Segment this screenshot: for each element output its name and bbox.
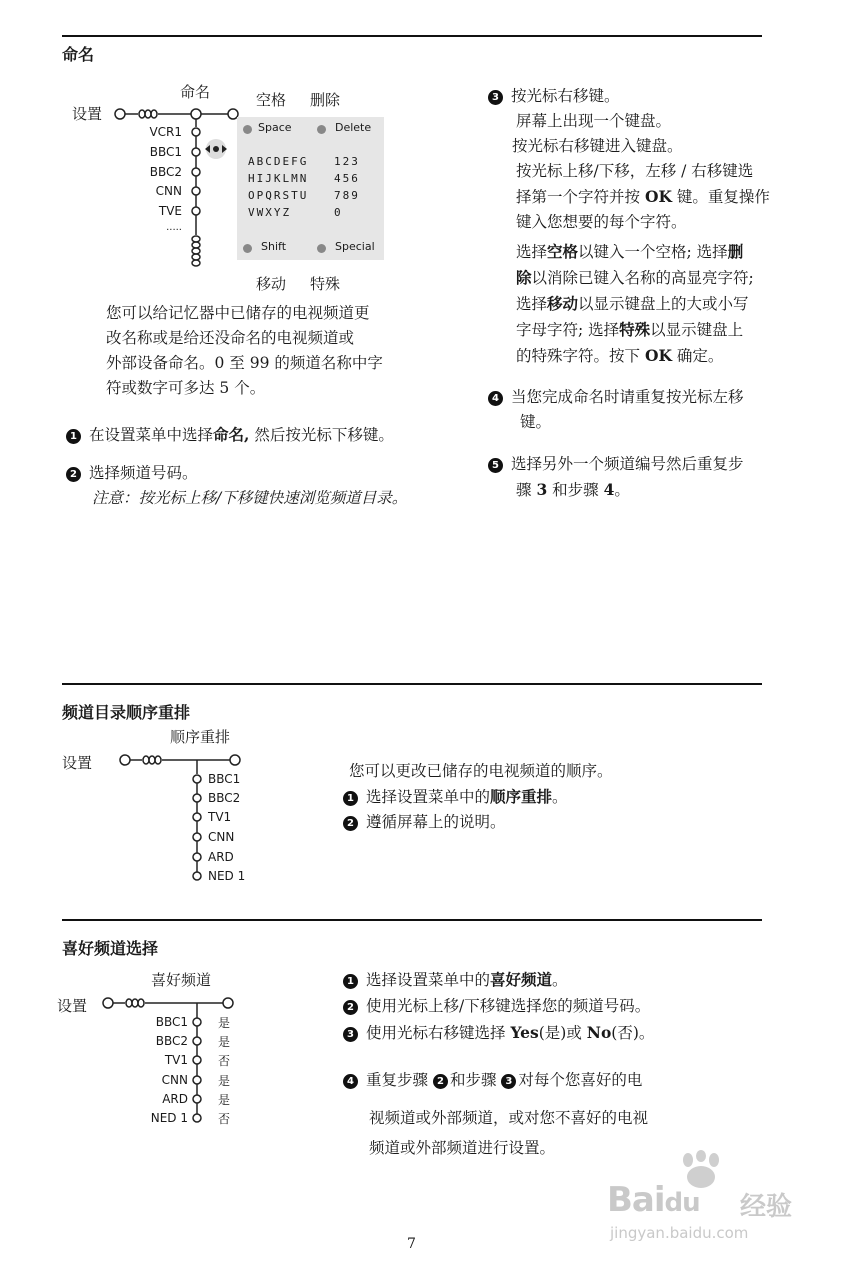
- step-text: 。: [552, 788, 568, 806]
- watermark-brand: Bai: [607, 1180, 665, 1220]
- step-number-3-icon: 3: [488, 90, 503, 105]
- kb-row-digits: 456: [334, 172, 360, 185]
- step-text: (否)。: [611, 1024, 655, 1042]
- channel-label: VCR1: [149, 125, 182, 139]
- naming-header-label: 命名: [180, 83, 211, 101]
- step-bold: 移动: [547, 294, 579, 313]
- naming-step-3: [488, 84, 808, 369]
- step-bold: 特殊: [619, 320, 651, 339]
- favorite-value: 否: [218, 1054, 231, 1068]
- step-text: 选择频道号码。: [89, 464, 198, 482]
- step-text: 骤: [516, 481, 537, 499]
- step-number-5-icon: 5: [488, 458, 503, 473]
- step-text: 以显示键盘上: [650, 321, 744, 339]
- channel-label: ARD: [208, 850, 234, 864]
- step-text: 和步骤: [449, 1071, 502, 1089]
- move-label: 移动: [256, 275, 287, 293]
- step-text: 使用光标上移/下移键选择您的频道号码。: [366, 997, 651, 1015]
- ok-key-text: OK: [644, 187, 672, 206]
- special-label: 特殊: [310, 275, 341, 293]
- favorite-menu-label: 设置: [57, 997, 88, 1015]
- step-text: 屏幕上出现一个键盘。: [516, 112, 672, 130]
- kb-row-digits: 123: [334, 155, 360, 168]
- step-bold: 3: [536, 480, 548, 499]
- step-text: 选择设置菜单中的: [366, 788, 491, 806]
- step-bold: 除: [516, 268, 532, 287]
- step-text: 键。重复操作: [671, 188, 770, 206]
- channel-label: BBC2: [155, 1034, 188, 1048]
- step-text: 以键入一个空格; 选择: [578, 243, 728, 261]
- favorite-value: 是: [218, 1093, 231, 1107]
- step-text: 的特殊字符。按下: [516, 347, 645, 365]
- step-text: 在设置菜单中选择: [89, 426, 214, 444]
- step-text: 。: [614, 481, 630, 499]
- favorite-value: 是: [218, 1016, 231, 1030]
- step-bold: 喜好频道: [490, 970, 553, 989]
- channel-label: TV1: [208, 810, 232, 824]
- step-ref-2-icon: 2: [433, 1074, 448, 1089]
- section-title-reorder: 频道目录顺序重排: [62, 703, 191, 722]
- kb-row-letters: HIJKLMN: [248, 172, 309, 185]
- naming-step-4: [488, 385, 808, 435]
- step-text: 以消除已键入名称的高显亮字符;: [531, 269, 754, 287]
- reorder-step-2: [343, 810, 743, 835]
- reorder-step-1: [343, 784, 743, 810]
- channel-label: BBC2: [149, 165, 182, 179]
- kb-row-letters: VWXYZ: [248, 206, 292, 219]
- step-number-2-icon: 2: [343, 1000, 358, 1015]
- channel-label: CNN: [161, 1073, 188, 1087]
- intro-line: 符或数字可多达 5 个。: [106, 379, 266, 397]
- channel-label: TVE: [158, 204, 182, 218]
- naming-menu-label: 设置: [72, 105, 103, 123]
- watermark-cn: 经验: [740, 1192, 793, 1222]
- favorite-step-4: [343, 1065, 763, 1163]
- step-text: 然后按光标下移键。: [249, 426, 394, 444]
- naming-step-5: [488, 452, 808, 503]
- step-text: 选择: [516, 295, 548, 313]
- yes-text: Yes: [510, 1023, 539, 1042]
- channel-label: BBC1: [208, 772, 241, 786]
- step-text: 键。: [520, 413, 552, 431]
- delete-label: 删除: [310, 91, 341, 109]
- channel-label: TV1: [164, 1053, 188, 1067]
- step-text: 遵循屏幕上的说明。: [366, 813, 506, 831]
- step-text: 按光标上移/下移，左移 / 右移键选: [516, 162, 754, 180]
- reorder-header-label: 顺序重排: [170, 728, 231, 746]
- step-text: 。: [552, 971, 568, 989]
- channel-label: NED 1: [208, 869, 246, 883]
- channel-label: BBC1: [149, 145, 182, 159]
- intro-line: 改名称或是给还没命名的电视频道或: [106, 329, 355, 347]
- step-text: 键入您想要的每个字符。: [516, 213, 687, 231]
- step-ref-3-icon: 3: [501, 1074, 516, 1089]
- section-title-favorite: 喜好频道选择: [62, 939, 159, 958]
- kb-space-key: Space: [258, 121, 292, 134]
- reorder-intro: 您可以更改已储存的电视频道的顺序。: [349, 762, 613, 780]
- step-number-1-icon: 1: [66, 429, 81, 444]
- channel-label: BBC1: [155, 1015, 188, 1029]
- step-number-2-icon: 2: [343, 816, 358, 831]
- step-text: 字母字符; 选择: [516, 321, 620, 339]
- space-label: 空格: [256, 91, 287, 109]
- step-bold: 顺序重排: [490, 787, 553, 806]
- favorite-value: 否: [218, 1112, 231, 1126]
- step-note: 注意：按光标上移/下移键快速浏览频道目录。: [92, 489, 408, 507]
- favorite-step-3: [343, 1020, 763, 1046]
- step-bold: 4: [603, 480, 615, 499]
- step-text: 按光标右移键。: [511, 87, 620, 105]
- step-number-3-icon: 3: [343, 1027, 358, 1042]
- step-text: 选择: [516, 243, 548, 261]
- step-number-2-icon: 2: [66, 467, 81, 482]
- step-number-4-icon: 4: [343, 1074, 358, 1089]
- step-text: 当您完成命名时请重复按光标左移: [511, 388, 744, 406]
- step-text: 视频道或外部频道，或对您不喜好的电视: [369, 1109, 649, 1127]
- step-number-1-icon: 1: [343, 791, 358, 806]
- kb-shift-key: Shift: [261, 240, 287, 253]
- kb-row-letters: OPQRSTU: [248, 189, 309, 202]
- step-bold: 空格: [547, 242, 579, 261]
- step-text: 择第一个字符并按: [516, 188, 645, 206]
- channel-label: BBC2: [208, 791, 241, 805]
- step-text: (是)或: [538, 1024, 587, 1042]
- intro-line: 外部设备命名。0 至 99 的频道名称中字: [106, 354, 383, 372]
- step-text: 频道或外部频道进行设置。: [369, 1139, 556, 1157]
- page-number: 7: [407, 1236, 416, 1252]
- section-title-naming: 命名: [62, 45, 95, 64]
- kb-row-digits: 0: [334, 206, 343, 219]
- channel-label: NED 1: [150, 1111, 188, 1125]
- step-text: 选择另外一个频道编号然后重复步: [511, 455, 744, 473]
- kb-row-digits: 789: [334, 189, 360, 202]
- kb-row-letters: ABCDEFG: [248, 155, 309, 168]
- favorite-header-label: 喜好频道: [151, 971, 212, 989]
- step-text: 和步骤: [547, 481, 604, 499]
- step-text: 对每个您喜好的电: [518, 1071, 643, 1089]
- step-text: 选择设置菜单中的: [366, 971, 491, 989]
- watermark-url: jingyan.baidu.com: [610, 1224, 749, 1242]
- channel-label: CNN: [155, 184, 182, 198]
- ok-key-text: OK: [644, 346, 672, 365]
- no-text: No: [586, 1023, 612, 1042]
- reorder-menu-label: 设置: [62, 754, 93, 772]
- intro-line: 您可以给记忆器中已储存的电视频道更: [106, 304, 370, 322]
- channel-label: CNN: [208, 830, 235, 844]
- step-text: 使用光标右移键选择: [366, 1024, 511, 1042]
- kb-special-key: Special: [335, 240, 375, 253]
- watermark-brand2: du: [664, 1188, 700, 1218]
- favorite-value: 是: [218, 1035, 231, 1049]
- step-text: 重复步骤: [366, 1071, 433, 1089]
- step-bold: 删: [727, 242, 744, 261]
- step-text: 以显示键盘上的大或小写: [578, 295, 749, 313]
- step-bold: 命名,: [213, 425, 250, 444]
- step-number-1-icon: 1: [343, 974, 358, 989]
- favorite-step-1: [343, 967, 763, 993]
- channel-ellipsis: .....: [166, 222, 182, 233]
- step-text: 确定。: [671, 347, 724, 365]
- step-number-4-icon: 4: [488, 391, 503, 406]
- channel-label: ARD: [162, 1092, 188, 1106]
- favorite-value: 是: [218, 1074, 231, 1088]
- kb-delete-key: Delete: [335, 121, 372, 134]
- step-text: 按光标右移键进入键盘。: [512, 137, 683, 155]
- favorite-step-2: [343, 994, 763, 1019]
